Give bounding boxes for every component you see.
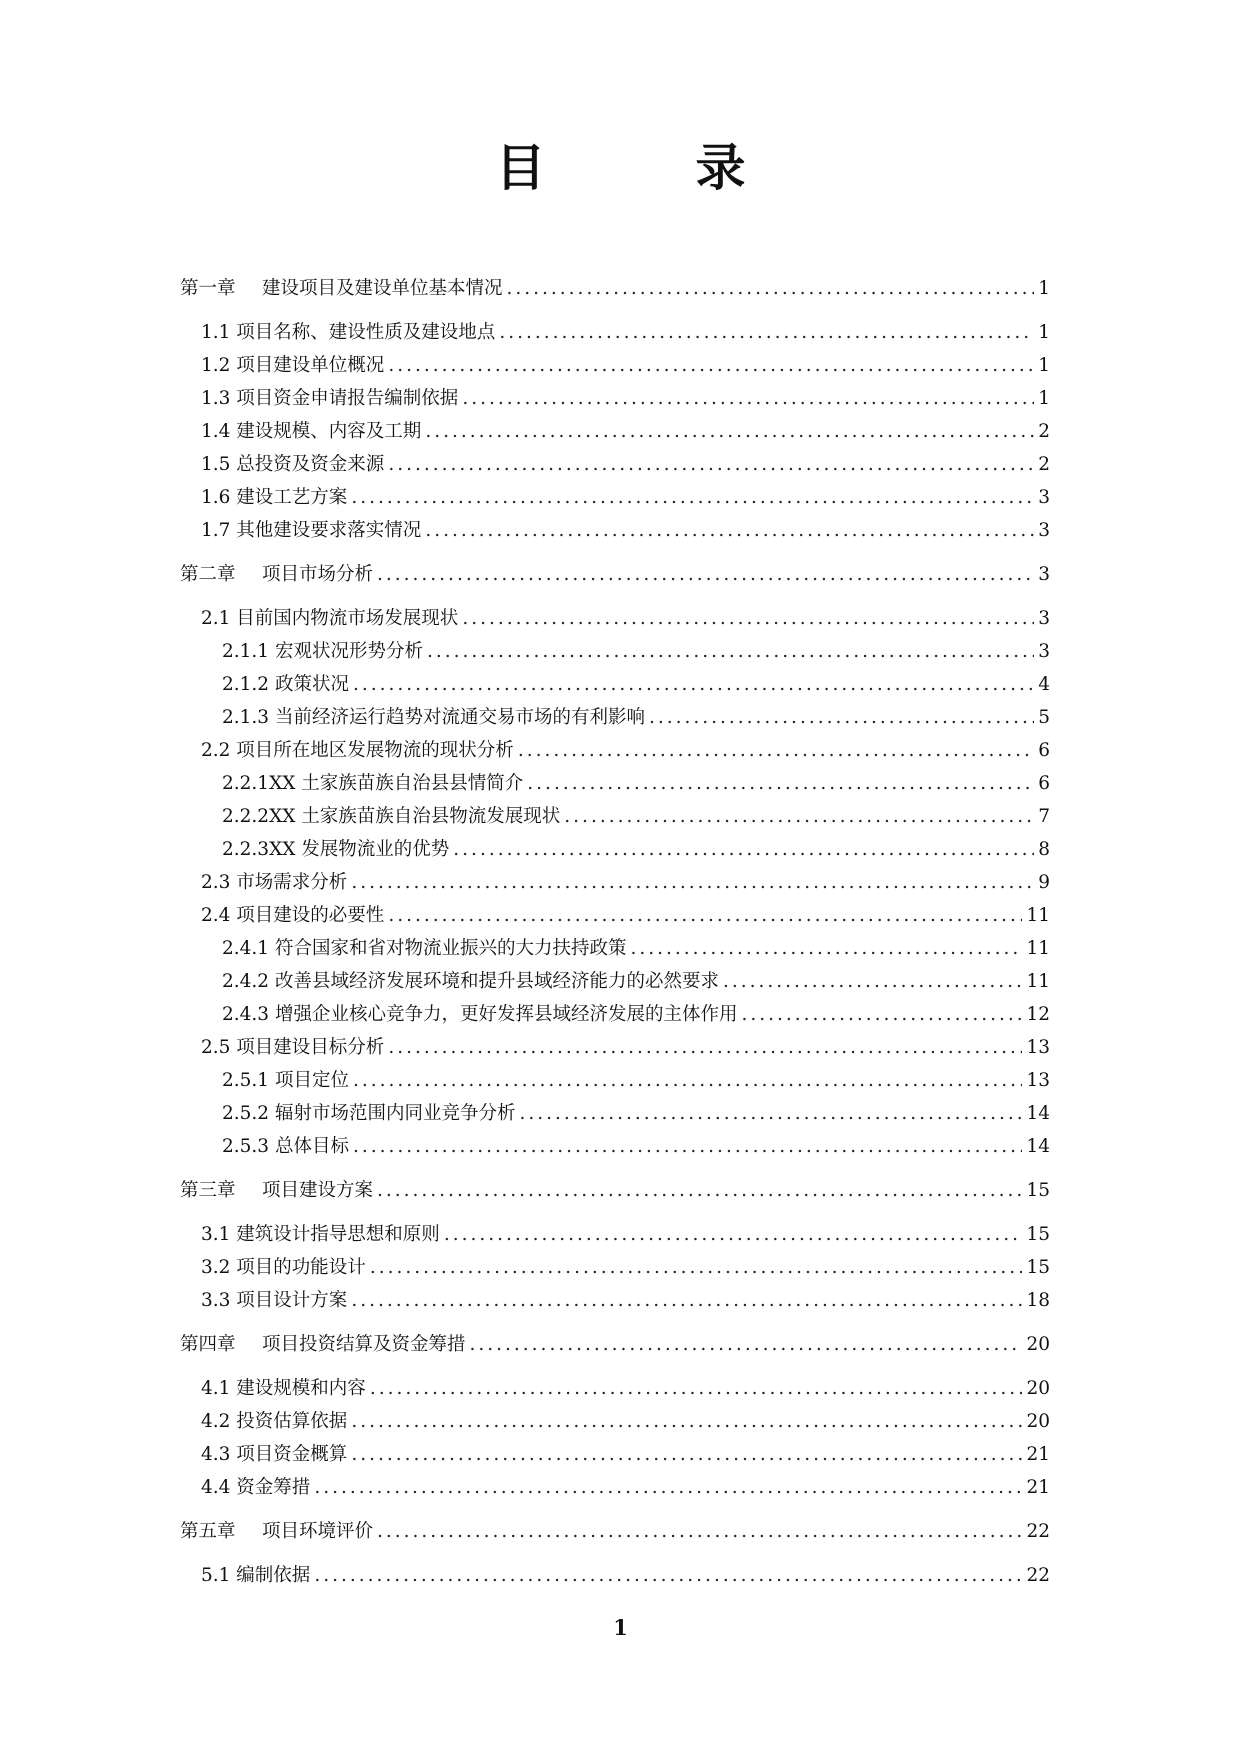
- toc-page-number: 1: [1038, 278, 1050, 299]
- toc-entry[interactable]: [180, 767, 1050, 800]
- toc-entry[interactable]: [180, 415, 1050, 448]
- toc-entry-title: 项目投资结算及资金筹措: [262, 1334, 466, 1355]
- toc-entry[interactable]: [180, 668, 1050, 701]
- toc-page-number: 1: [1038, 355, 1050, 376]
- toc-entry-title: 4.2 投资估算依据: [201, 1411, 348, 1432]
- toc-leader-dots: [388, 1031, 1022, 1064]
- toc-entry-title: 2.5.3 总体目标: [222, 1136, 349, 1157]
- toc-leader-dots: [388, 349, 1034, 382]
- toc-entry-title: 2.2.1XX 土家族苗族自治县县情简介: [222, 773, 524, 794]
- toc-page-number: 22: [1026, 1521, 1050, 1542]
- toc-page-number: 9: [1038, 872, 1050, 893]
- toc-entry[interactable]: [180, 481, 1050, 514]
- toc-page-number: 2: [1038, 454, 1050, 475]
- toc-leader-dots: [723, 965, 1022, 998]
- toc-entry-title: 1.1 项目名称、建设性质及建设地点: [201, 322, 496, 343]
- toc-entry[interactable]: [180, 701, 1050, 734]
- toc-page-number: 5: [1038, 707, 1050, 728]
- toc-leader-dots: [444, 1218, 1023, 1251]
- toc-page-number: 13: [1026, 1070, 1050, 1091]
- toc-entry[interactable]: [180, 1438, 1050, 1471]
- toc-page-number: 4: [1038, 674, 1050, 695]
- toc-leader-dots: [462, 382, 1034, 415]
- toc-page-number: 3: [1038, 564, 1050, 585]
- toc-page-number: 2: [1038, 421, 1050, 442]
- toc-entry-title: 2.2 项目所在地区发展物流的现状分析: [201, 740, 514, 761]
- toc-entry-title: 1.4 建设规模、内容及工期: [201, 421, 422, 442]
- toc-entry[interactable]: [180, 514, 1050, 547]
- toc-entry[interactable]: [180, 316, 1050, 349]
- toc-page-number: 3: [1038, 520, 1050, 541]
- toc-entry-title: 3.1 建筑设计指导思想和原则: [201, 1224, 440, 1245]
- toc-leader-dots: [370, 1372, 1023, 1405]
- toc-entry-title: 2.4.3 增强企业核心竞争力，更好发挥县域经济发展的主体作用: [222, 1004, 738, 1025]
- toc-page-number: 15: [1026, 1224, 1050, 1245]
- toc-leader-dots: [453, 833, 1034, 866]
- toc-entry-title: 1.6 建设工艺方案: [201, 487, 348, 508]
- toc-leader-dots: [462, 602, 1034, 635]
- toc-leader-dots: [527, 767, 1034, 800]
- toc-leader-dots: [630, 932, 1022, 965]
- toc-page-number: 14: [1026, 1103, 1050, 1124]
- toc-leader-dots: [314, 1471, 1022, 1504]
- toc-entry[interactable]: [180, 1031, 1050, 1064]
- toc-entry-title: 5.1 编制依据: [201, 1565, 311, 1586]
- toc-entry-title: 2.2.2XX 土家族苗族自治县物流发展现状: [222, 806, 561, 827]
- toc-page-number: 11: [1026, 938, 1050, 959]
- toc-entry-title: 2.1.1 宏观状况形势分析: [222, 641, 423, 662]
- toc-leader-dots: [388, 899, 1022, 932]
- toc-page-number: 21: [1026, 1444, 1050, 1465]
- toc-leader-dots: [377, 1515, 1022, 1548]
- toc-entry-title: 2.1.3 当前经济运行趋势对流通交易市场的有利影响: [222, 707, 645, 728]
- toc-entry-title: 2.5.2 辐射市场范围内同业竞争分析: [222, 1103, 516, 1124]
- toc-entry[interactable]: [180, 800, 1050, 833]
- toc-chapter-number: 第五章: [180, 1521, 236, 1542]
- toc-entry-title: 2.4.1 符合国家和省对物流业振兴的大力扶持政策: [222, 938, 627, 959]
- toc-entry-title: 项目市场分析: [262, 564, 374, 585]
- toc-page-number: 14: [1026, 1136, 1050, 1157]
- toc-leader-dots: [353, 1130, 1023, 1163]
- toc-chapter-entry[interactable]: [180, 1328, 1050, 1361]
- toc-entry[interactable]: [180, 1405, 1050, 1438]
- toc-chapter-number: 第三章: [180, 1180, 236, 1201]
- toc-leader-dots: [370, 1251, 1023, 1284]
- toc-entry[interactable]: [180, 382, 1050, 415]
- toc-leader-dots: [351, 1284, 1022, 1317]
- toc-page-number: 3: [1038, 487, 1050, 508]
- toc-page-number: 21: [1026, 1477, 1050, 1498]
- toc-page-number: 15: [1026, 1257, 1050, 1278]
- toc-leader-dots: [351, 1438, 1022, 1471]
- toc-entry-title: 2.5 项目建设目标分析: [201, 1037, 385, 1058]
- toc-entry[interactable]: [180, 1218, 1050, 1251]
- toc-chapter-number: 第四章: [180, 1334, 236, 1355]
- toc-entry-title: 3.2 项目的功能设计: [201, 1257, 366, 1278]
- toc-leader-dots: [353, 1064, 1023, 1097]
- toc-entry-title: 2.3 市场需求分析: [201, 872, 348, 893]
- toc-entry-title: 项目环境评价: [262, 1521, 374, 1542]
- toc-page-number: 8: [1038, 839, 1050, 860]
- toc-entry-title: 1.3 项目资金申请报告编制依据: [201, 388, 459, 409]
- toc-entry[interactable]: [180, 448, 1050, 481]
- toc-page-number: 3: [1038, 608, 1050, 629]
- toc-page-number: 11: [1026, 905, 1050, 926]
- toc-entry-title: 2.1.2 政策状况: [222, 674, 349, 695]
- toc-entry[interactable]: [180, 1064, 1050, 1097]
- toc-title: [0, 128, 1241, 200]
- toc-leader-dots: [314, 1559, 1022, 1592]
- toc-page-number: 11: [1026, 971, 1050, 992]
- toc-page-number: 1: [1038, 322, 1050, 343]
- toc-entry-title: 建设项目及建设单位基本情况: [262, 278, 503, 299]
- toc-chapter-entry[interactable]: [180, 272, 1050, 305]
- table-of-contents: [180, 272, 1050, 1592]
- toc-entry[interactable]: [180, 1372, 1050, 1405]
- toc-leader-dots: [499, 316, 1034, 349]
- toc-entry[interactable]: [180, 1471, 1050, 1504]
- toc-entry[interactable]: [180, 998, 1050, 1031]
- toc-chapter-number: 第一章: [180, 278, 236, 299]
- toc-entry-title: 2.2.3XX 发展物流业的优势: [222, 839, 450, 860]
- toc-page-number: 1: [1038, 388, 1050, 409]
- toc-entry-title: 1.5 总投资及资金来源: [201, 454, 385, 475]
- toc-entry-title: 2.5.1 项目定位: [222, 1070, 349, 1091]
- toc-leader-dots: [519, 1097, 1022, 1130]
- toc-title-char-1: 目: [495, 138, 546, 197]
- toc-page-number: 22: [1026, 1565, 1050, 1586]
- toc-page-number: 15: [1026, 1180, 1050, 1201]
- toc-page-number: 18: [1026, 1290, 1050, 1311]
- toc-entry[interactable]: [180, 833, 1050, 866]
- toc-leader-dots: [518, 734, 1034, 767]
- toc-chapter-entry[interactable]: [180, 1174, 1050, 1207]
- toc-page-number: 20: [1026, 1411, 1050, 1432]
- toc-page-number: 3: [1038, 641, 1050, 662]
- toc-entry-title: 1.2 项目建设单位概况: [201, 355, 385, 376]
- toc-leader-dots: [351, 866, 1034, 899]
- toc-entry[interactable]: [180, 1284, 1050, 1317]
- toc-entry[interactable]: [180, 1097, 1050, 1130]
- toc-entry[interactable]: [180, 932, 1050, 965]
- toc-entry[interactable]: [180, 1559, 1050, 1592]
- toc-page-number: 20: [1026, 1378, 1050, 1399]
- toc-entry[interactable]: [180, 965, 1050, 998]
- toc-entry[interactable]: [180, 1251, 1050, 1284]
- toc-leader-dots: [741, 998, 1022, 1031]
- page-number: 1: [613, 1615, 628, 1640]
- toc-title-char-2: 录: [695, 138, 746, 197]
- toc-entry[interactable]: [180, 602, 1050, 635]
- toc-chapter-entry[interactable]: [180, 558, 1050, 591]
- toc-leader-dots: [425, 514, 1034, 547]
- toc-chapter-number: 第二章: [180, 564, 236, 585]
- toc-entry-title: 3.3 项目设计方案: [201, 1290, 348, 1311]
- toc-entry[interactable]: [180, 1130, 1050, 1163]
- toc-leader-dots: [388, 448, 1034, 481]
- toc-entry-title: 1.7 其他建设要求落实情况: [201, 520, 422, 541]
- toc-entry-title: 项目建设方案: [262, 1180, 374, 1201]
- toc-page-number: 12: [1026, 1004, 1050, 1025]
- toc-chapter-entry[interactable]: [180, 1515, 1050, 1548]
- toc-leader-dots: [470, 1328, 1023, 1361]
- toc-entry-title: 2.1 目前国内物流市场发展现状: [201, 608, 459, 629]
- toc-entry-title: 2.4 项目建设的必要性: [201, 905, 385, 926]
- toc-entry-title: 2.4.2 改善县域经济发展环境和提升县域经济能力的必然要求: [222, 971, 719, 992]
- toc-leader-dots: [377, 1174, 1022, 1207]
- toc-entry[interactable]: [180, 866, 1050, 899]
- toc-page-number: 20: [1026, 1334, 1050, 1355]
- toc-entry[interactable]: [180, 349, 1050, 382]
- toc-entry-title: 4.4 资金筹措: [201, 1477, 311, 1498]
- toc-leader-dots: [377, 558, 1034, 591]
- toc-leader-dots: [427, 635, 1034, 668]
- toc-page-number: 6: [1038, 740, 1050, 761]
- toc-entry[interactable]: [180, 899, 1050, 932]
- toc-entry-title: 4.3 项目资金概算: [201, 1444, 348, 1465]
- toc-leader-dots: [351, 481, 1034, 514]
- toc-leader-dots: [507, 272, 1035, 305]
- toc-leader-dots: [564, 800, 1034, 833]
- toc-entry[interactable]: [180, 635, 1050, 668]
- toc-entry[interactable]: [180, 734, 1050, 767]
- toc-leader-dots: [649, 701, 1034, 734]
- toc-leader-dots: [351, 1405, 1022, 1438]
- toc-leader-dots: [353, 668, 1034, 701]
- toc-page-number: 6: [1038, 773, 1050, 794]
- toc-page-number: 13: [1026, 1037, 1050, 1058]
- toc-page-number: 7: [1038, 806, 1050, 827]
- toc-leader-dots: [425, 415, 1034, 448]
- toc-entry-title: 4.1 建设规模和内容: [201, 1378, 366, 1399]
